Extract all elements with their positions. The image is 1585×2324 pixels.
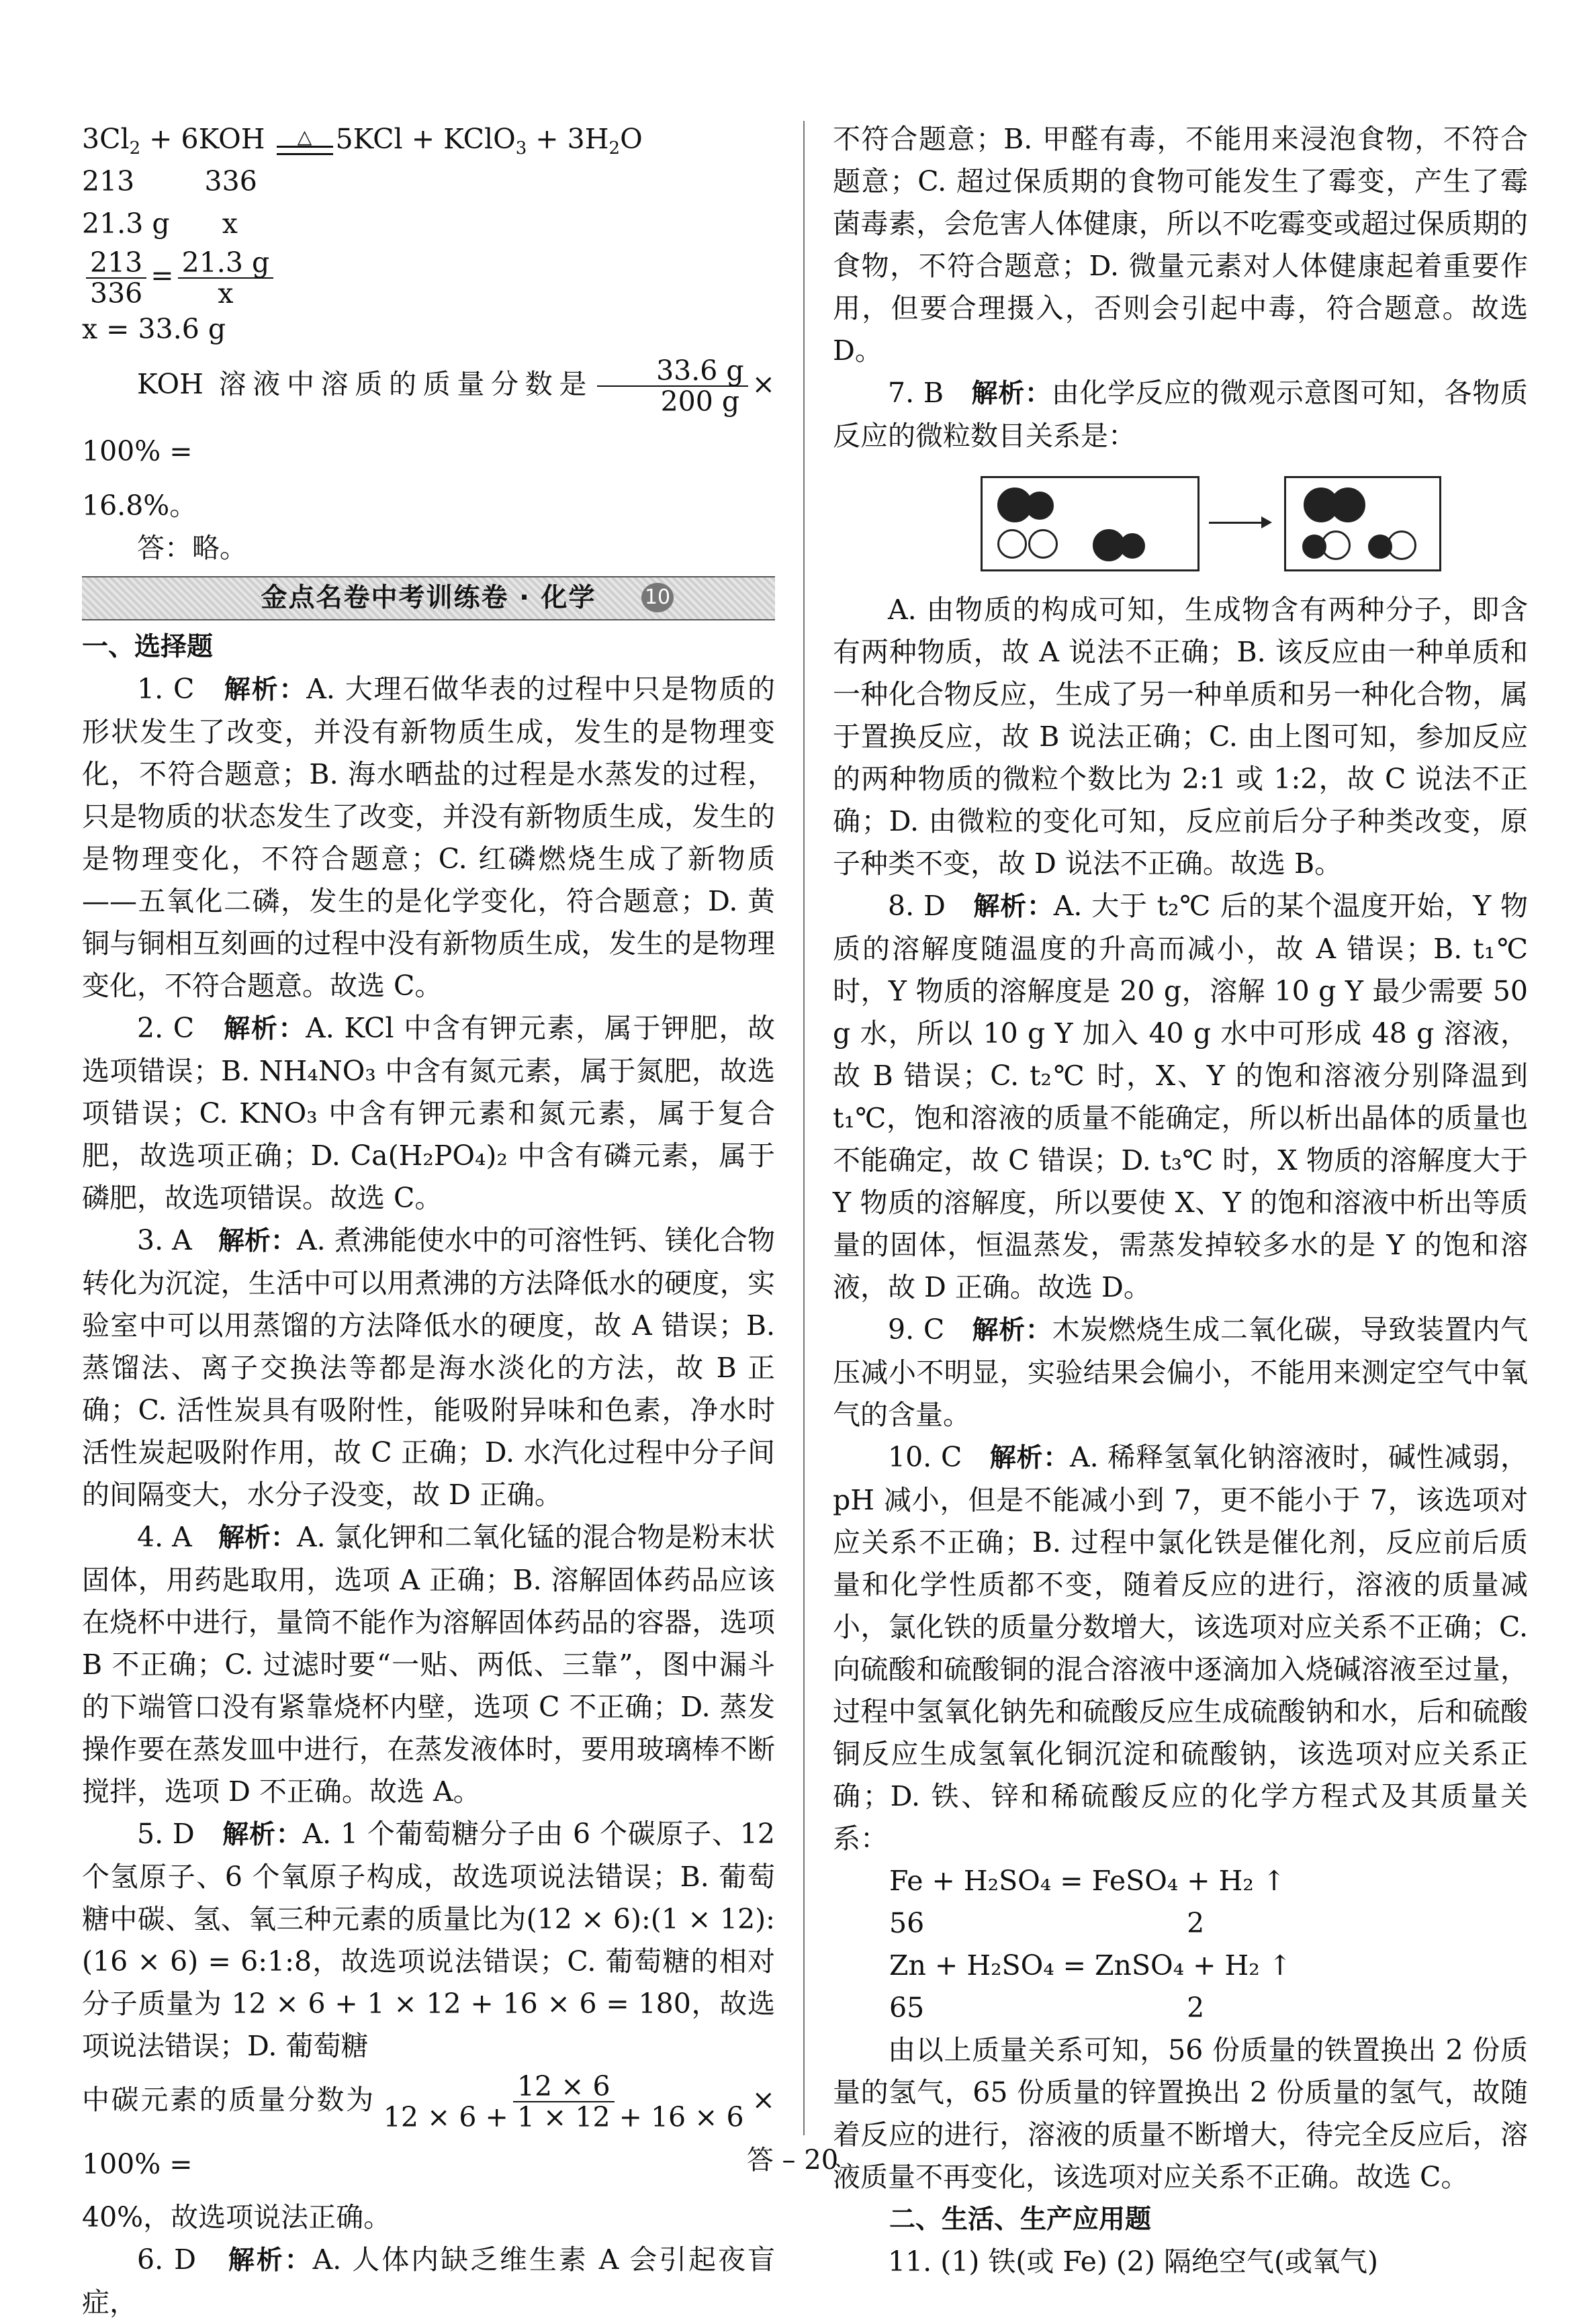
atom-dark: [1330, 487, 1365, 522]
question-7-analysis: A. 由物质的构成可知，生成物含有两种分子，即含有两种物质，故 A 说法不正确；B. 该反应由一种单质和一种化合物反应，生成了另一种单质和另一种化合物，属于置换反应，故 B 说法正确；C. 由上图可知，参加反应的两种物质的微粒个数比为 2:1 或 1:2，故 C 说法不正确；D. 由微粒的变化可知，反应前后分子种类改变，原子种类不变，故 D 说法不正确。故选 B。: [833, 594, 1528, 880]
q5-fraction-line: 中碳元素的质量分数为 $\frac{12 \times 6}{12 \times 6 + 1 \times 12 + 16 \times 6}$ × 100% =: [82, 2070, 775, 2180]
x-result: x = 33.6 g: [82, 312, 226, 345]
question-11: 11. (1) 铁(或 Fe) (2) 隔绝空气(或氧气): [888, 2245, 1378, 2278]
question-10-conclusion: 由以上质量关系可知，56 份质量的铁置换出 2 份质量的氢气，65 份质量的锌置换出 2 份质量的氢气，故随着反应的进行，溶液的质量不断增大，待完全反应后，溶液质量不再变化，该选项对应关系不正确。故选 C。: [833, 2034, 1528, 2193]
q5-end: 40%，故选项说法正确。: [82, 2201, 392, 2233]
question-10: 10. C 解析：A. 稀释氢氧化钠溶液时，碱性减弱，pH 减小，但是不能减小到 7，更不能小于 7，该选项对应关系不正确；B. 过程中氯化铁是催化剂，反应前后质量和化学性质都不变，随着反应的进行，溶液的质量减小，氯化铁的质量分数增大，该选项对应关系不正确；C. 向硫酸和硫酸铜的混合溶液中逐滴加入烧碱溶液至过量，过程中氢氧化钠先和硫酸反应生成硫酸钠和水，后和硫酸铜反应生成氢氧化铜沉淀和硫酸钠，该选项对应关系正确；D. 铁、锌和稀硫酸反应的化学方程式及其质量关系：: [833, 1441, 1528, 1855]
banner-number-badge: 10: [641, 583, 674, 612]
atom-white: [1028, 529, 1058, 559]
chemical-equation: $3Cl_2 + 6KOH$ △ 5KCl + KClO$_3$ + $3H_2O$: [82, 123, 643, 158]
question-5: 5. D 解析：A. 1 个葡萄糖分子由 6 个碳原子、12 个氢原子、6 个氧原子构成，故选项说法错误；B. 葡萄糖中碳、氢、氧三种元素的质量比为(12 × 6):(1 × 12):(16 × 6) = 6:1:8，故选项说法错误；C. 葡萄糖的相对分子质量为 12 × 6 + 1 × 12 + 16 × 6 = 180，故选项说法错误；D. 葡萄糖: [82, 1817, 775, 2062]
question-6: 6. D 解析：A. 人体内缺乏维生素 A 会引起夜盲症，: [82, 2243, 775, 2319]
question-4: 4. A 解析：A. 氯化钾和二氧化锰的混合物是粉末状固体，用药匙取用，选项 A 正确；B. 溶解固体药品应该在烧杯中进行，量筒不能作为溶解固体药品的容器，选项 B 不正确；C. 过滤时要“一贴、两低、三靠”，图中漏斗的下端管口没有紧靠烧杯内壁，选项 C 不正确；D. 蒸发操作要在蒸发皿中进行，在蒸发液体时，要用玻璃棒不断搅拌，选项 D 不正确。故选 A。: [82, 1520, 775, 1808]
zn-equation: Zn + H₂SO₄ = ZnSO₄ + H₂ ↑: [889, 1949, 1292, 1982]
column-divider: [803, 121, 805, 2135]
mass-ratio-line: 213 336: [82, 165, 257, 197]
question-2: 2. C 解析：A. KCl 中含有钾元素，属于钾肥，故选项错误；B. NH₄NO₃ 中含有氮元素，属于氮肥，故选项错误；C. KNO₃ 中含有钾元素和氮元素，属于复合肥，故选项正确；D. Ca(H₂PO₄)₂ 中含有磷元素，属于磷肥，故选项错误。故选 C。: [82, 1011, 775, 1214]
heating-arrow: △: [277, 128, 333, 155]
question-1: 1. C 解析：A. 大理石做华表的过程中只是物质的形状发生了改变，并没有新物质生成，发生的是物理变化，不符合题意；B. 海水晒盐的过程是水蒸发的过程，只是物质的状态发生了改变，并没有新物质生成，发生的是物理变化，不符合题意；C. 红磷燃烧生成了新物质——五氧化二磷，发生的是化学变化，符合题意；D. 黄铜与铜相互刻画的过程中没有新物质生成，发生的是物理变化，不符合题意。故选 C。: [82, 672, 775, 1002]
fe-equation: Fe + H₂SO₄ = FeSO₄ + H₂ ↑: [889, 1865, 1286, 1897]
page-number: 答 – 20: [746, 2145, 839, 2176]
question-6-continued: 不符合题意；B. 甲醛有毒，不能用来浸泡食物，不符合题意；C. 超过保质期的食物可能发生了霉变，产生了霉菌毒素，会危害人体健康，所以不吃霉变或超过保质期的食物，不符合题意；D. 微量元素对人体健康起着重要作用，但要合理摄入，否则会引起中毒，符合题意。故选 D。: [833, 123, 1528, 367]
atom-white: [1387, 530, 1416, 560]
fe-mass: 56 2: [889, 1907, 1205, 1939]
atom-dark: [1026, 492, 1054, 520]
question-8: 8. D 解析：A. 大于 t₂℃ 后的某个温度开始，Y 物质的溶解度随温度的升高而减小，故 A 错误；B. t₁℃ 时，Y 物质的溶解度是 20 g，溶解 10 g Y 最少需要 50 g 水，所以 10 g Y 加入 40 g 水中可形成 48 g 溶液，故 B 错误；C. t₂℃ 时，X、Y 的饱和溶液分别降温到 t₁℃，饱和溶液的质量不能确定，所以析出晶体的质量也不能确定，故 C 错误；D. t₃℃ 时，X 物质的溶解度大于 Y 物质的溶解度，所以要使 X、Y 的饱和溶液中析出等质量的固体，恒温蒸发，需蒸发掉较多水的是 Y 的饱和溶液，故 D 正确。故选 D。: [833, 890, 1528, 1303]
atom-dark: [1120, 533, 1145, 559]
answer-text: 答：略。: [137, 531, 247, 564]
section-heading-application: 二、生活、生产应用题: [889, 2204, 1152, 2235]
section-banner: [82, 576, 775, 620]
koh-result: 16.8%。: [82, 489, 197, 522]
right-column: [833, 118, 1528, 2283]
proportion-equation: $\frac{213}{336}$ = $\frac{21.3 g}{x}$: [82, 245, 775, 308]
mass-value-line: 21.3 g x: [82, 207, 238, 240]
zn-mass: 65 2: [889, 1992, 1205, 2024]
reaction-arrow: [1209, 522, 1269, 524]
reactant-box: [981, 476, 1199, 571]
left-column: [82, 118, 775, 2324]
atom-white: [997, 529, 1027, 559]
koh-fraction-line: KOH 溶液中溶质的质量分数是 $\frac{33.6 g}{200 g}$ × 100% =: [82, 355, 775, 467]
atom-white: [1321, 530, 1351, 560]
section-heading-choice: 一、选择题: [82, 631, 214, 662]
banner-title: 金点名卷中考训练卷 · 化学: [261, 583, 596, 613]
product-box: [1284, 476, 1441, 571]
micro-reaction-diagram: [833, 467, 1528, 581]
question-7: 7. B 解析：由化学反应的微观示意图可知，各物质反应的微粒数目关系是：: [833, 377, 1528, 452]
question-9: 9. C 解析：木炭燃烧生成二氧化碳，导致装置内气压减小不明显，实验结果会偏小，不能用来测定空气中氧气的含量。: [833, 1313, 1528, 1431]
question-3: 3. A 解析：A. 煮沸能使水中的可溶性钙、镁化合物转化为沉淀，生活中可以用煮沸的方法降低水的硬度，实验室中可以用蒸馏的方法降低水的硬度，故 A 错误；B. 蒸馏法、离子交换法等都是海水淡化的方法，故 B 正确；C. 活性炭具有吸附性，能吸附异味和色素，净水时活性炭起吸附作用，故 C 正确；D. 水汽化过程中分子间的间隔变大，水分子没变，故 D 正确。: [82, 1223, 775, 1511]
